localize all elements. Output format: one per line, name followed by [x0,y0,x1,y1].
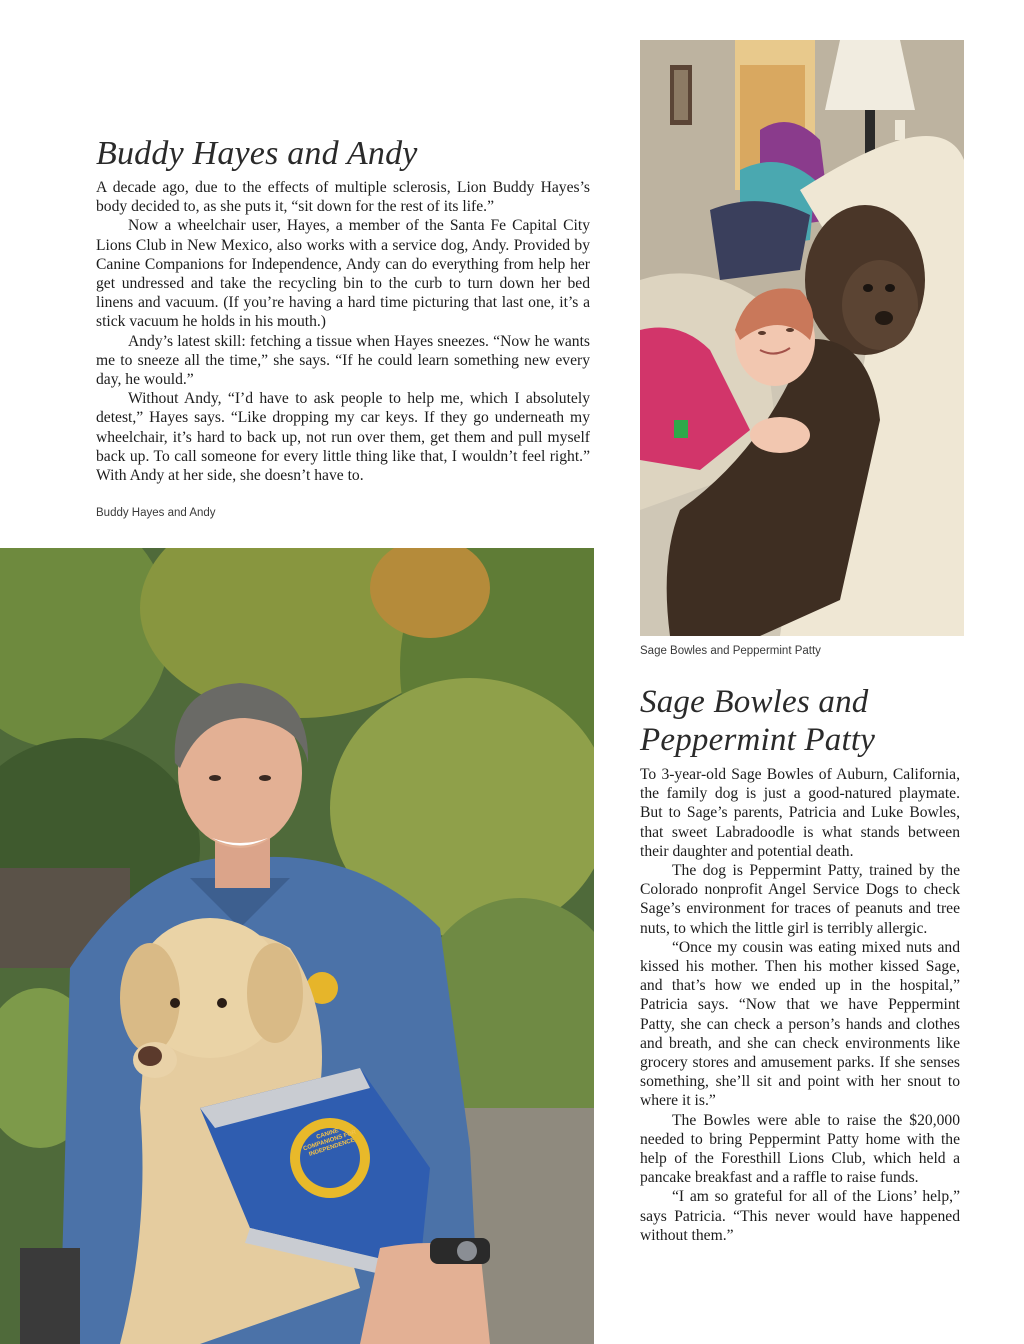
story2-title-line1: Sage Bowles and [640,684,869,720]
story2-caption: Sage Bowles and Peppermint Patty [640,645,821,657]
vest-patch-text: CANINE COMPANIONS FOR INDEPENDENCE [302,1127,358,1158]
story2-title [640,683,875,759]
story2-paragraph: “Once my cousin was eating mixed nuts and kissed his mother. Then his mother kissed Sage, and that’s how we ended up in the hospital,” Patricia says. “Now that we have Peppermint Patty, she can check a person’s hands and clothes and breath, and she can check environments like grocery stores and amusement parks. If she senses something, she’ll sit and point with her snout to where it is.” [640,938,960,1110]
story2-paragraph: The Bowles were able to raise the $20,000 needed to bring Peppermint Patty home with the help of the Foresthill Lions Club, which held a pancake breakfast and a raffle to raise funds. [640,1111,960,1187]
story1-paragraph: A decade ago, due to the effects of multiple sclerosis, Lion Buddy Hayes’s body decided to, as she puts it, “sit down for the rest of its life.” [96,179,590,216]
story1-caption: Buddy Hayes and Andy [96,507,216,519]
photo-buddy-hayes-and-andy [0,548,594,1344]
story2-title-line2: Peppermint Patty [640,722,876,758]
photo-sage-and-peppermint-patty [640,40,964,636]
story2-paragraph: The dog is Peppermint Patty, trained by the Colorado nonprofit Angel Service Dogs to check Sage’s environment for traces of peanuts and tree nuts, to which the little girl is terribly allergic. [640,862,960,937]
story2-body [640,765,960,1245]
story2-paragraph: To 3-year-old Sage Bowles of Auburn, California, the family dog is just a good-natured playmate. But to Sage’s parents, Patricia and Luke Bowles, that sweet Labradoodle is what stands between their daughter and potential death. [640,766,960,860]
story1-title: Buddy Hayes and Andy [96,135,418,172]
story1-paragraph: Now a wheelchair user, Hayes, a member of the Santa Fe Capital City Lions Club in New Mexico, also works with a service dog, Andy. Provided by Canine Companions for Independence, Andy can do everything from help her get undressed and take the recycling bin to the curb to turn down her bed linens and vacuum. (If you’re having a hard time picturing that last one, it’s a stick vacuum he holds in his mouth.) [96,217,590,331]
story1-body [96,178,590,485]
story1-paragraph: Andy’s latest skill: fetching a tissue when Hayes sneezes. “Now he wants me to sneeze all the time,” she says. “If he could learn something new every day, he would.” [96,332,590,389]
story2-paragraph: “I am so grateful for all of the Lions’ help,” says Patricia. “This never would have happened without them.” [640,1188,960,1244]
story1-paragraph: Without Andy, “I’d have to ask people to help me, which I absolutely detest,” Hayes says. “Like dropping my car keys. If they go underneath my wheelchair, it’s hard to back up, not run over them, get them and pull myself back up. To call someone for every little thing like that, I wouldn’t feel right.” With Andy at her side, she doesn’t have to. [96,390,590,485]
